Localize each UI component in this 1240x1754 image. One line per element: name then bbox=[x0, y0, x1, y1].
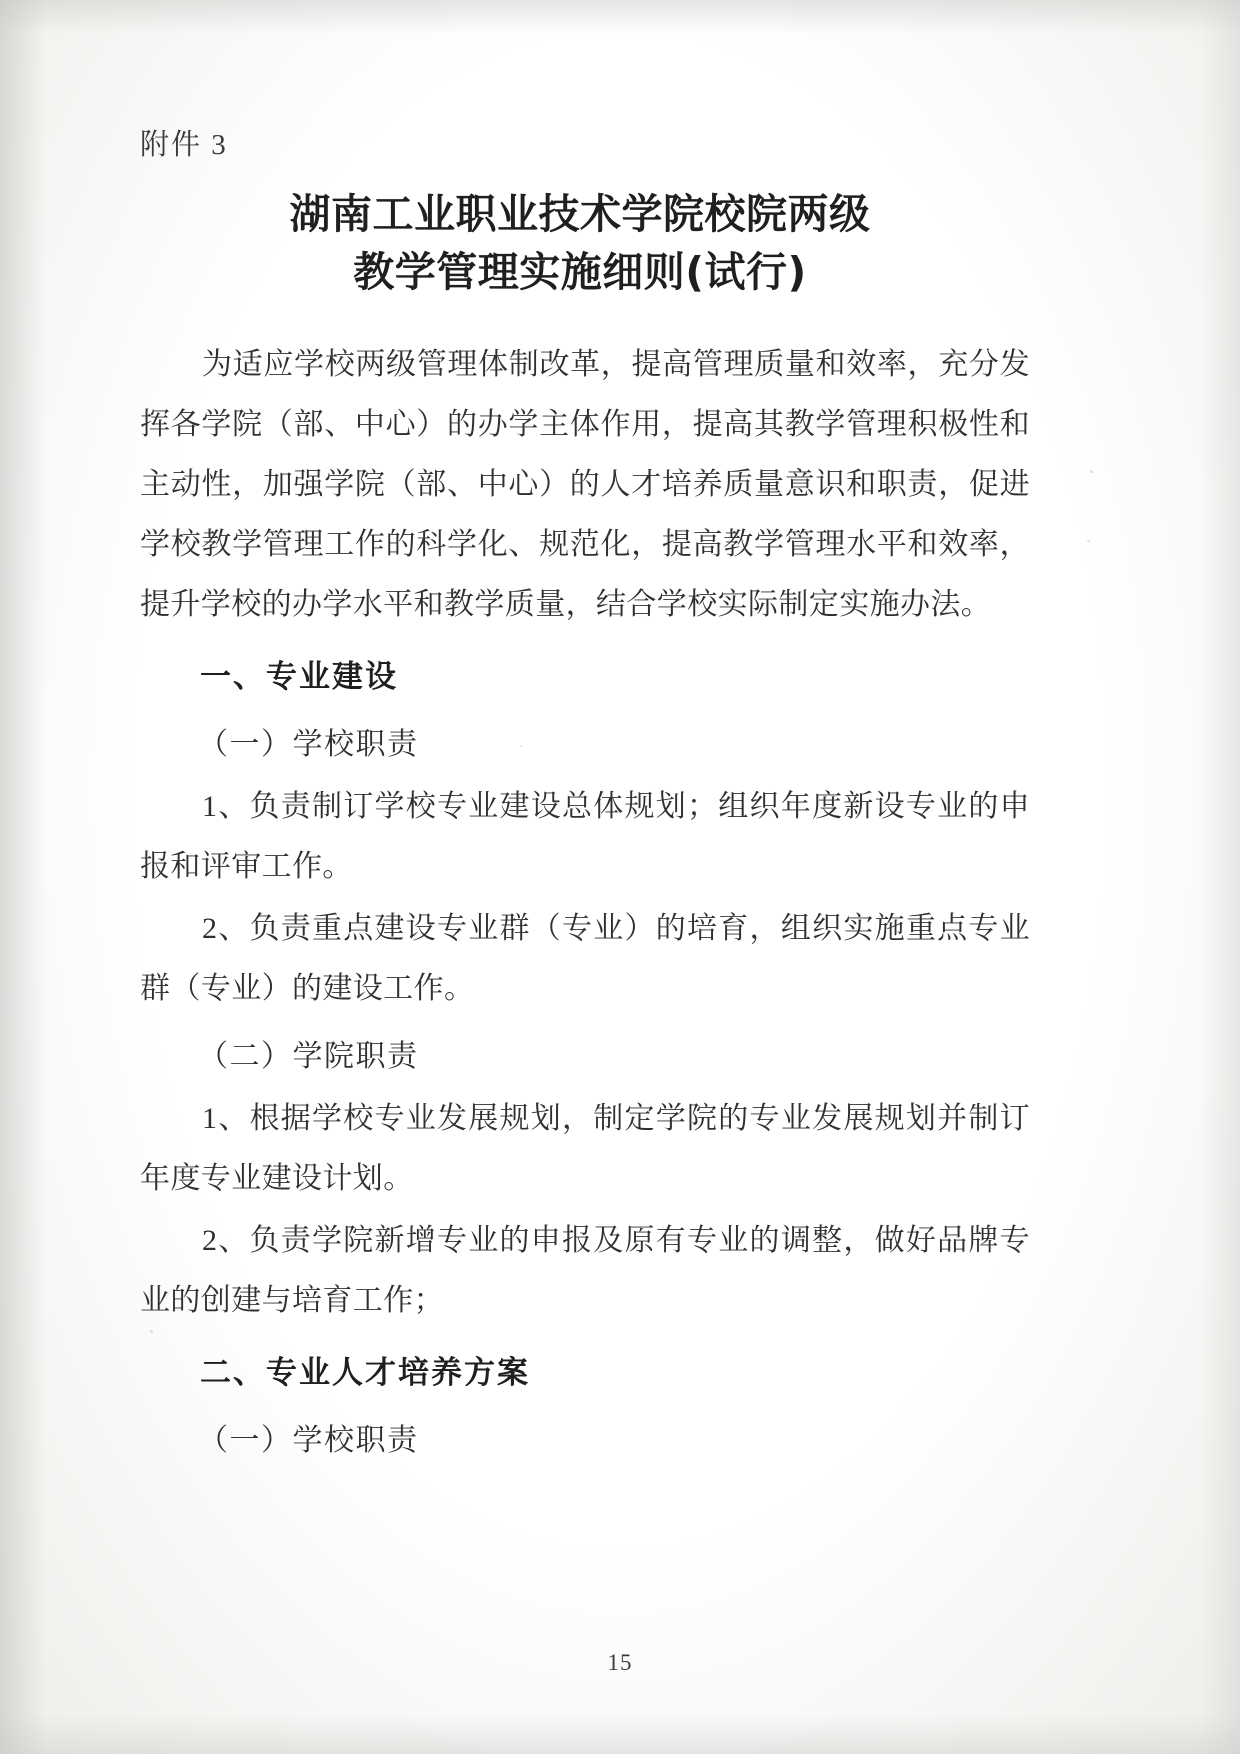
document-body bbox=[140, 128, 1030, 1473]
scan-speckle bbox=[1087, 540, 1090, 542]
page-title-line-2: 教学管理实施细则(试行) bbox=[353, 248, 807, 297]
school-duty-item-1: 1、负责制订学校专业建设总体规划；组织年度新设专业的申报和评审工作。 bbox=[140, 790, 1030, 884]
scan-edge-shading-top bbox=[0, 0, 1240, 34]
attachment-label: 附件 3 bbox=[140, 129, 228, 161]
scan-edge-shading-right bbox=[1200, 0, 1240, 1754]
section-heading-one: 一、专业建设 bbox=[200, 659, 398, 696]
scan-speckle bbox=[1090, 470, 1093, 473]
subsection-school-duties-1: （一）学校职责 bbox=[198, 728, 419, 762]
subsection-school-duties-2: （一）学校职责 bbox=[198, 1424, 419, 1458]
section-heading-two: 二、专业人才培养方案 bbox=[200, 1355, 530, 1392]
college-duty-item-1: 1、根据学校专业发展规划，制定学院的专业发展规划并制订年度专业建设计划。 bbox=[140, 1102, 1030, 1196]
school-duty-item-2: 2、负责重点建设专业群（专业）的培育，组织实施重点专业群（专业）的建设工作。 bbox=[140, 912, 1030, 1006]
college-duty-item-2: 2、负责学院新增专业的申报及原有专业的调整，做好品牌专业的创建与培育工作； bbox=[140, 1224, 1030, 1318]
scan-edge-shading-bottom bbox=[0, 1714, 1240, 1754]
page-number: 15 bbox=[607, 1650, 633, 1675]
page-title bbox=[140, 185, 1030, 301]
subsection-college-duties-1: （二）学院职责 bbox=[198, 1040, 419, 1074]
preamble-paragraph: 为适应学校两级管理体制改革，提高管理质量和效率，充分发挥各学院（部、中心）的办学主体作用，提高其教学管理积极性和主动性，加强学院（部、中心）的人才培养质量意识和职责，促进学校教学管理工作的科学化、规范化，提高教学管理水平和效率，提升学校的办学水平和教学质量，结合学校实际制定实施办法。 bbox=[140, 348, 1030, 622]
page-title-line-1: 湖南工业职业技术学院校院两级 bbox=[289, 189, 871, 238]
scan-edge-shading-left bbox=[0, 0, 46, 1754]
